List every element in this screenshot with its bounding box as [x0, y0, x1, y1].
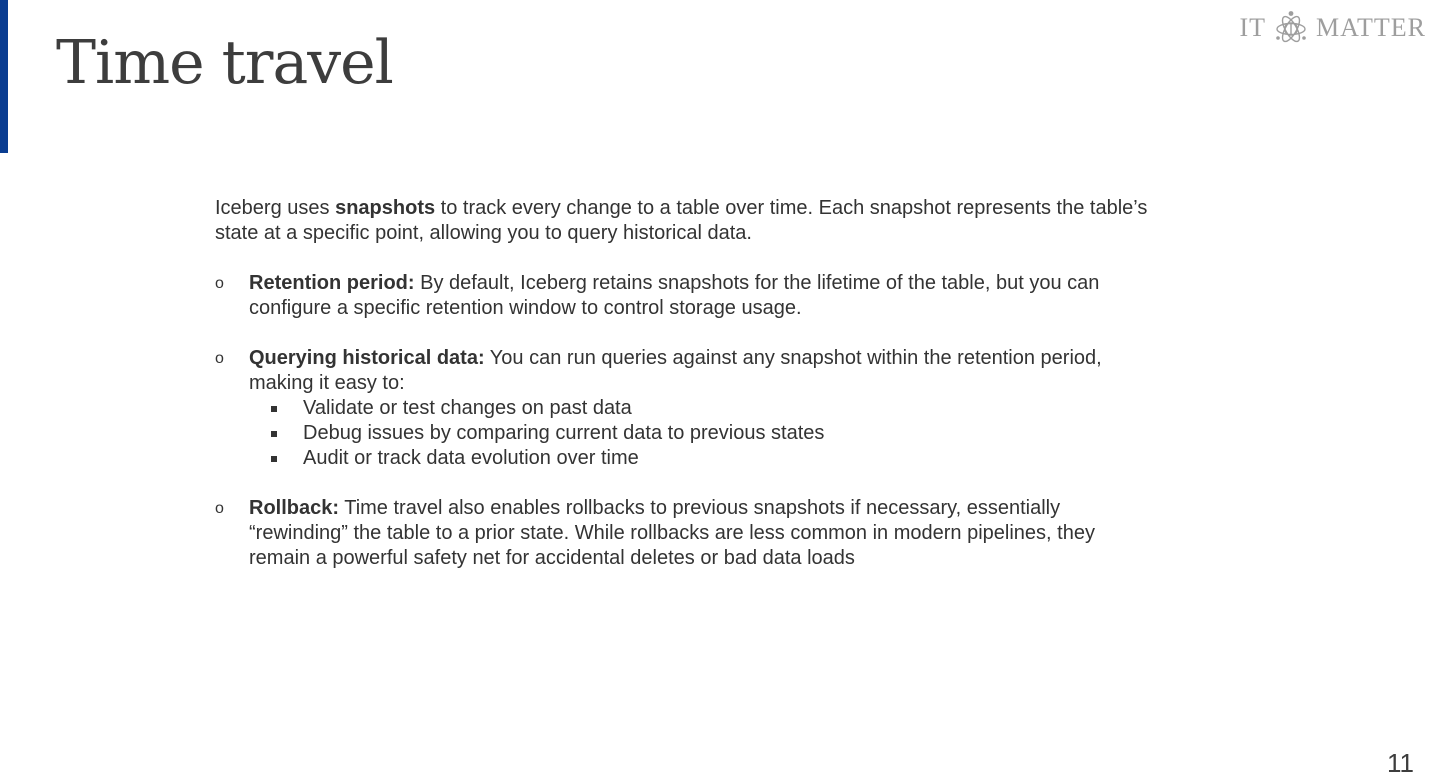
bullet-item-rollback [215, 496, 1155, 571]
bullet-text: By default, Iceberg retains snapshots for the lifetime of the table, but you can configure a specific retention window to control storage usage. [249, 272, 1100, 319]
sub-bullet-text: Debug issues by comparing current data to previous states [303, 422, 825, 444]
title-accent-bar [0, 0, 8, 153]
square-bullet-icon [271, 431, 277, 437]
bullet-marker: o [215, 275, 224, 292]
it-matter-logo [1239, 10, 1426, 46]
sub-bullet-text: Validate or test changes on past data [303, 397, 632, 419]
intro-paragraph [215, 196, 1155, 246]
bullet-label: Retention period: [249, 272, 415, 294]
sub-bullet-item [249, 396, 1155, 421]
logo-text-right: MATTER [1316, 13, 1426, 42]
bullet-text: Time travel also enables rollbacks to previous snapshots if necessary, essentially “rewinding” the table to a prior state. While rollbacks are less common in modern pipelines, they remain a powerful safety net for accidental deletes or bad data loads [249, 497, 1095, 569]
logo-text-left: IT [1239, 13, 1266, 42]
intro-text-post: to track every change to a table over time. Each snapshot represents the table’s state at a specific point, allowing you to query historical data. [215, 197, 1148, 244]
square-bullet-icon [271, 406, 277, 412]
slide-body [215, 196, 1155, 596]
atom-brain-icon [1274, 10, 1308, 46]
bullet-marker: o [215, 350, 224, 367]
bullet-text: You can run queries against any snapshot within the retention period, making it easy to: [249, 347, 1102, 394]
sub-bullet-item [249, 421, 1155, 446]
intro-text-pre: Iceberg uses [215, 197, 336, 219]
bullet-marker: o [215, 500, 224, 517]
intro-bold-term: snapshots [335, 197, 436, 219]
page-number: 11 [1387, 748, 1414, 778]
bullet-label: Querying historical data: [249, 347, 485, 369]
sub-bullet-text: Audit or track data evolution over time [303, 447, 639, 469]
sub-bullet-item [249, 446, 1155, 471]
square-bullet-icon [271, 456, 277, 462]
slide-title: Time travel [56, 28, 393, 98]
bullet-label: Rollback: [249, 497, 340, 519]
bullet-item-retention-period [215, 271, 1155, 321]
bullet-item-querying-historical-data [215, 346, 1155, 471]
sub-bullet-list [249, 396, 1155, 471]
